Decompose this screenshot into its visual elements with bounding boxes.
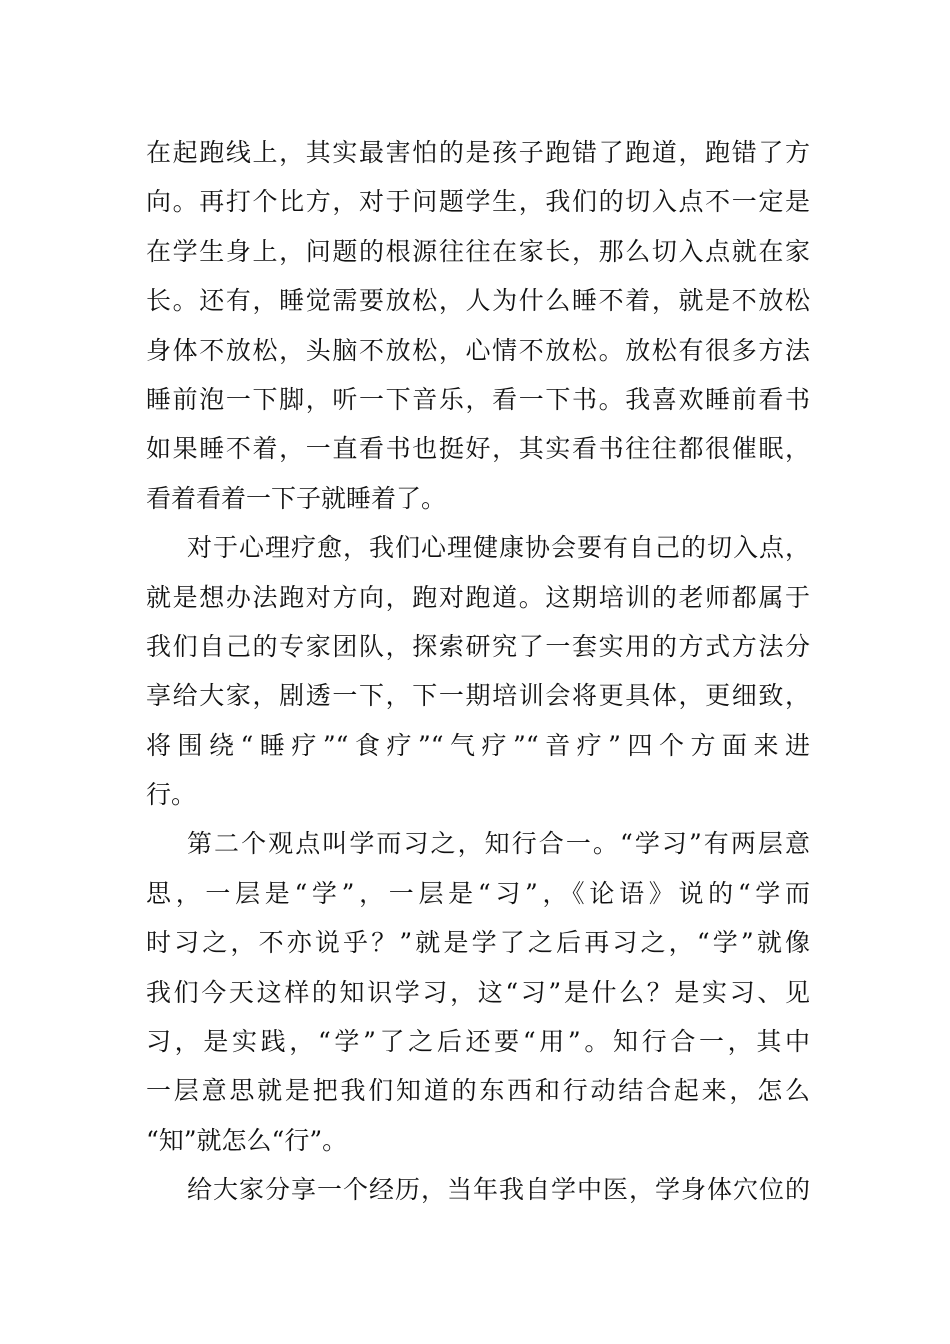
text-line: 就是想办法跑对方向，跑对跑道。这期培训的老师都属于 bbox=[146, 582, 810, 612]
text-line: 行。 bbox=[146, 780, 197, 810]
text-line-paragraph-start: 第二个观点叫学而习之，知行合一。“学习”有两层意 bbox=[187, 829, 810, 859]
text-line: 在学生身上，问题的根源往往在家长，那么切入点就在家 bbox=[146, 236, 810, 266]
text-line: “知”就怎么“行”。 bbox=[146, 1125, 348, 1155]
text-line: 时习之，不亦说乎？”就是学了之后再习之，“学”就像 bbox=[146, 928, 810, 958]
text-line: 向。再打个比方，对于问题学生，我们的切入点不一定是 bbox=[146, 187, 810, 217]
text-line: 将围绕“睡疗”“食疗”“气疗”“音疗”四个方面来进 bbox=[146, 730, 810, 760]
text-line: 身体不放松，头脑不放松，心情不放松。放松有很多方法 bbox=[146, 335, 810, 365]
text-line: 如果睡不着，一直看书也挺好，其实看书往往都很催眠， bbox=[146, 434, 810, 464]
text-line: 睡前泡一下脚，听一下音乐，看一下书。我喜欢睡前看书 bbox=[146, 384, 810, 414]
text-line: 我们今天这样的知识学习，这“习”是什么？是实习、见 bbox=[146, 977, 810, 1007]
text-line-paragraph-start: 对于心理疗愈，我们心理健康协会要有自己的切入点， bbox=[187, 533, 810, 563]
text-line: 思，一层是“学”，一层是“习”，《论语》说的“学而 bbox=[146, 878, 810, 908]
text-line: 习，是实践，“学”了之后还要“用”。知行合一，其中 bbox=[146, 1027, 810, 1057]
text-line: 长。还有，睡觉需要放松，人为什么睡不着，就是不放松 bbox=[146, 286, 810, 316]
text-line: 一层意思就是把我们知道的东西和行动结合起来，怎么 bbox=[146, 1076, 810, 1106]
text-line: 我们自己的专家团队，探索研究了一套实用的方式方法分 bbox=[146, 631, 810, 661]
text-line-paragraph-start: 给大家分享一个经历，当年我自学中医，学身体穴位的 bbox=[187, 1175, 810, 1205]
body-text bbox=[146, 128, 810, 1215]
text-line: 享给大家，剧透一下，下一期培训会将更具体，更细致， bbox=[146, 681, 810, 711]
text-line: 在起跑线上，其实最害怕的是孩子跑错了跑道，跑错了方 bbox=[146, 138, 810, 167]
text-line: 看着看着一下子就睡着了。 bbox=[146, 483, 447, 513]
